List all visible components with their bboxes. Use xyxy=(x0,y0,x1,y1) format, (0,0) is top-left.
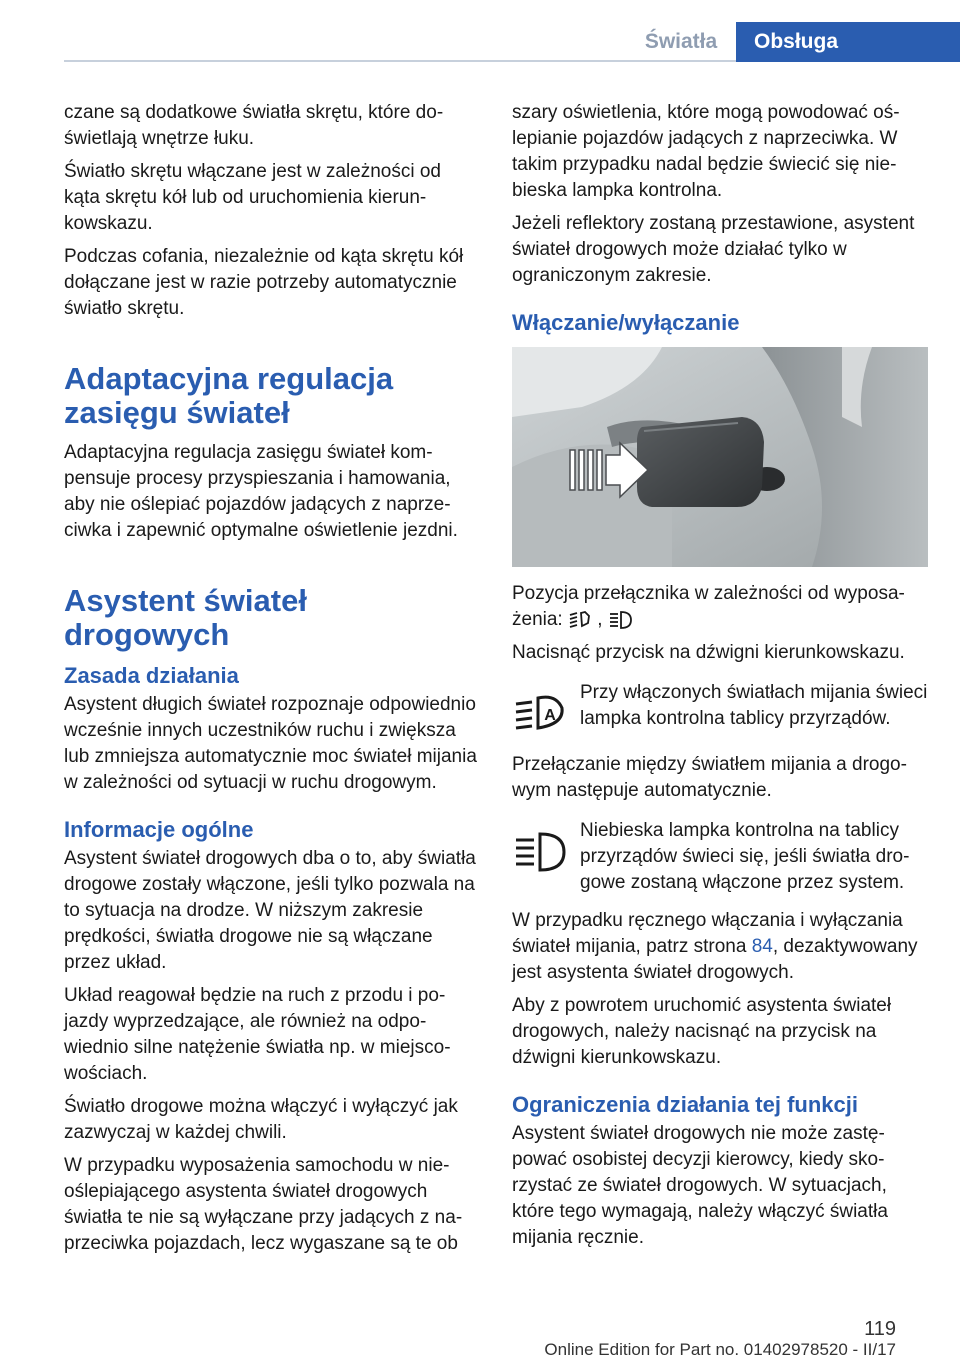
page-number: 119 xyxy=(864,1318,896,1340)
note-text: Przy włączonych światłach mijania świeci lampka kontrolna tablicy przyrządów. xyxy=(580,682,928,729)
heading-adaptive-range: Adaptacyjna regulacja zasięgu świateł xyxy=(64,361,394,430)
paragraph: Asystent długich świateł rozpoznaje odpowiednio wcześnie innych uczestników ruchu i zwiększa lub zmniejsza automatycznie moc świateł mijania w zależności od sytuacji w ruchu drogowym. xyxy=(64,694,477,793)
heading-high-beam-assistant: Asystent świateł drogowych xyxy=(64,583,307,652)
svg-text:A: A xyxy=(544,707,556,724)
high-beam-assistant-icon xyxy=(568,610,592,630)
subheading-general-info: Informacje ogólne xyxy=(64,817,254,842)
high-beam-icon xyxy=(608,610,632,630)
page-footer xyxy=(0,1318,960,1358)
subheading-on-off: Włączanie/wyłączanie xyxy=(512,310,740,335)
indicator-note-low-beam xyxy=(512,680,928,740)
paragraph: Jeżeli reflektory zostaną przestawione, asystent świateł drogowych może działać tylko w ograniczonym zakresie. xyxy=(512,213,915,286)
page-header xyxy=(64,22,960,62)
paragraph: Aby z powrotem uruchomić asystenta świateł drogowych, należy nacisnąć na przycisk na dźwigni kierunkowskazu. xyxy=(512,995,892,1068)
paragraph: Podczas cofania, niezależnie od kąta skrętu kół dołączane jest w razie potrzeby automatycznie światło skrętu. xyxy=(64,246,464,319)
edition-note: Online Edition for Part no. 01402978520 - II/17 xyxy=(544,1340,896,1359)
caption-text: Pozycja przełącznika w zależności od wyposażenia: xyxy=(512,583,905,630)
page-reference-link[interactable]: 84 xyxy=(751,936,773,957)
paragraph: Układ reagował będzie na ruch z przodu i pojazdy wyprzedzające, ale również na odpowiednio silne natężenie światła np. w miejscowościach. xyxy=(64,985,451,1084)
turn-signal-lever-illustration xyxy=(512,347,928,567)
text: , dezaktywowany jest asystenta świateł drogowych. xyxy=(512,936,918,983)
paragraph: Nacisnąć przycisk na dźwigni kierunkowskazu. xyxy=(512,642,905,663)
chapter-tab: Obsługa xyxy=(736,22,960,62)
figure-caption xyxy=(512,581,928,633)
paragraph: Przełączanie między światłem mijania a drogowym następuje automatycznie. xyxy=(512,754,907,801)
subheading-principle: Zasada działania xyxy=(64,663,239,688)
lever-image xyxy=(512,347,928,567)
high-beam-assistant-indicator-icon xyxy=(512,684,568,740)
note-text: Niebieska lampka kontrolna na tablicy przyrządów świeci się, jeśli światła drogowe zostaną włączone przez system. xyxy=(580,820,910,893)
caption-separator: , xyxy=(597,609,603,630)
paragraph: czane są dodatkowe światła skrętu, które doświetlają wnętrze łuku. xyxy=(64,102,444,149)
section-tab: Światła xyxy=(644,30,718,53)
paragraph: Adaptacyjna regulacja zasięgu świateł kompensuje procesy przyspieszania i hamowania, aby nie oślepiać pojazdów jadących z naprzeciwka i zapewnić optymalne oświetlenie jezdni. xyxy=(64,442,458,541)
text: W przypadku ręcznego włączania i wyłączania świateł mijania, patrz strona xyxy=(512,910,903,957)
subheading-limits: Ograniczenia działania tej funkcji xyxy=(512,1092,858,1117)
paragraph: Asystent świateł drogowych dba o to, aby światła drogowe zostały włączone, jeśli tylko pozwala na to sytuacja na drodze. W niższym zakresie prędkości, światła drogowe nie są włączane przez układ. xyxy=(64,848,476,973)
indicator-note-high-beam xyxy=(512,818,928,896)
paragraph: Światło drogowe można włączyć i wyłączyć jak zazwyczaj w każdej chwili. xyxy=(64,1096,458,1143)
right-column xyxy=(512,100,928,1258)
paragraph: szary oświetlenia, które mogą powodować oślepianie pojazdów jadących z naprzeciwka. W takim przypadku nadal będzie świecić się niebieska lampka kontrolna. xyxy=(512,102,900,201)
paragraph: Asystent świateł drogowych nie może zastępować osobistej decyzji kierowcy, kiedy skorzystać ze świateł drogowych. W sytuacjach, które tego wymagają, należy włączyć światła mijania ręcznie. xyxy=(512,1123,888,1248)
paragraph: Światło skrętu włączane jest w zależności od kąta skrętu kół lub od uruchomienia kierunkowskazu. xyxy=(64,161,442,234)
high-beam-indicator-icon xyxy=(512,822,568,878)
paragraph-manual xyxy=(512,908,928,986)
paragraph: W przypadku wyposażenia samochodu w nieoślepiającego asystenta świateł drogowych światła te nie są wyłączane przy jadących z naprzeciwka pojazdach, lecz wygaszane są te ob xyxy=(64,1155,463,1254)
left-column xyxy=(64,100,480,1264)
